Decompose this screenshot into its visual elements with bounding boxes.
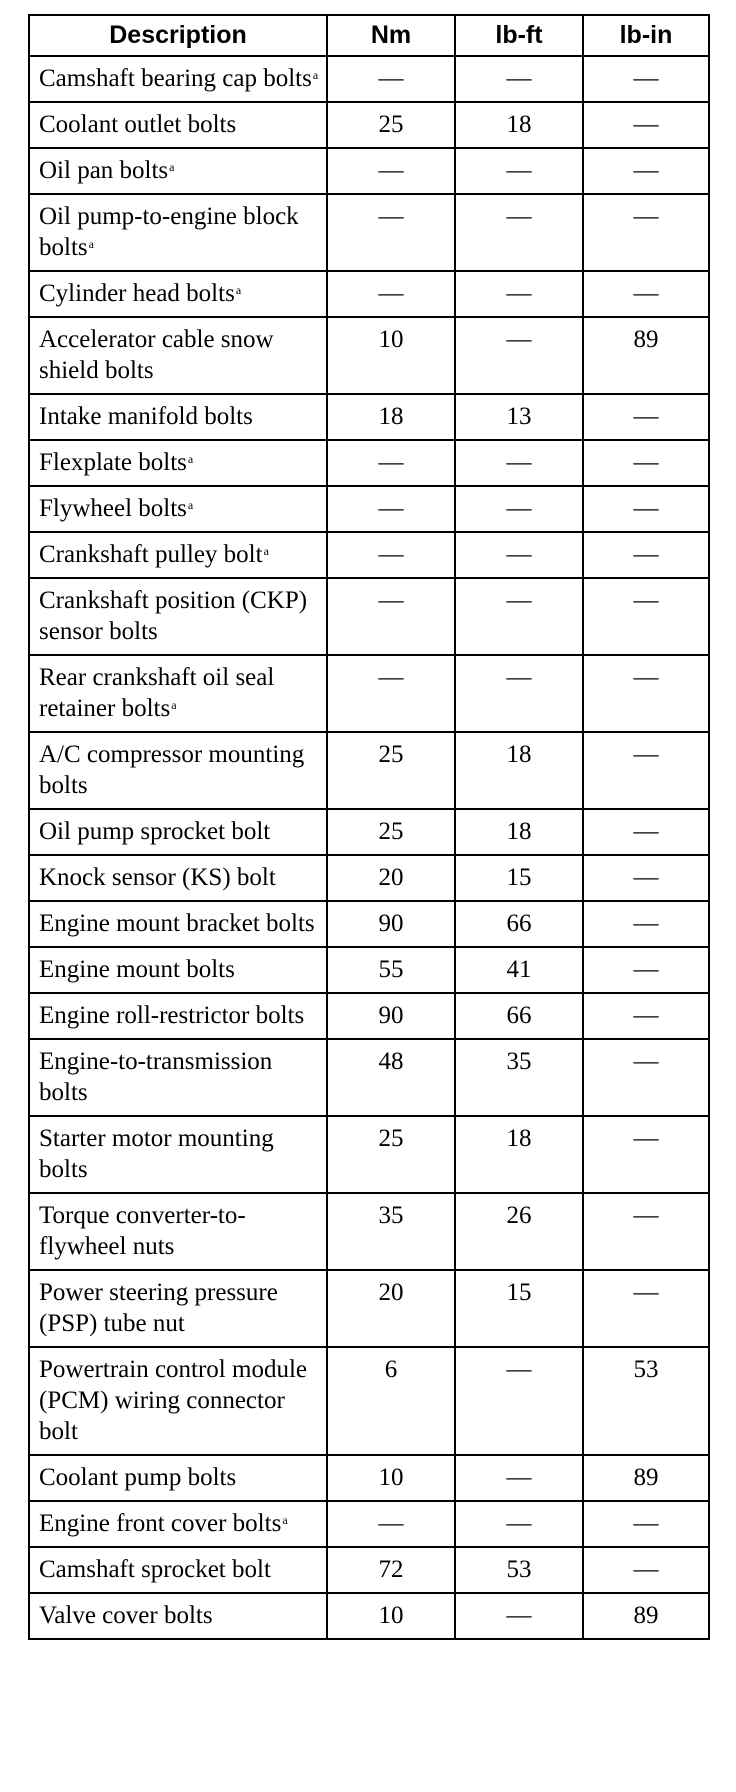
table-row — [29, 317, 709, 394]
nm-value-cell: — — [327, 194, 455, 271]
lb-in-value-cell: — — [583, 1547, 709, 1593]
description-text: Intake manifold bolts — [39, 403, 253, 430]
table-row — [29, 1593, 709, 1639]
lb-in-value-cell: — — [583, 486, 709, 532]
table-row — [29, 1193, 709, 1270]
description-cell — [29, 1547, 327, 1593]
nm-value-cell: 90 — [327, 993, 455, 1039]
lb-ft-value-cell: 18 — [455, 1116, 583, 1193]
description-text: Power steering pressure (PSP) tube nut — [39, 1279, 278, 1337]
description-text: Valve cover bolts — [39, 1602, 213, 1629]
lb-in-value-cell: — — [583, 394, 709, 440]
description-text: Crankshaft pulley bolt — [39, 541, 263, 568]
nm-value-cell: 10 — [327, 1593, 455, 1639]
table-row — [29, 1039, 709, 1116]
footnote-marker: a — [312, 68, 319, 82]
lb-in-value-cell: — — [583, 148, 709, 194]
description-cell — [29, 1116, 327, 1193]
description-text: Oil pump-to-engine block bolts — [39, 203, 299, 261]
table-header-row — [29, 15, 709, 56]
lb-ft-value-cell: — — [455, 56, 583, 102]
lb-in-value-cell: 89 — [583, 1455, 709, 1501]
description-cell — [29, 317, 327, 394]
lb-in-value-cell: — — [583, 901, 709, 947]
nm-value-cell: 20 — [327, 1270, 455, 1347]
nm-value-cell: 10 — [327, 317, 455, 394]
lb-in-value-cell: — — [583, 578, 709, 655]
description-text: Engine-to-transmission bolts — [39, 1048, 273, 1106]
lb-in-value-cell: — — [583, 102, 709, 148]
nm-value-cell: 25 — [327, 102, 455, 148]
lb-ft-value-cell: — — [455, 271, 583, 317]
table-row — [29, 993, 709, 1039]
lb-ft-value-cell: — — [455, 1593, 583, 1639]
nm-value-cell: — — [327, 486, 455, 532]
description-cell — [29, 947, 327, 993]
lb-ft-value-cell: — — [455, 1347, 583, 1455]
table-row — [29, 532, 709, 578]
table-body — [29, 56, 709, 1639]
description-text: Camshaft bearing cap bolts — [39, 65, 312, 92]
nm-value-cell: 25 — [327, 732, 455, 809]
description-text: Engine mount bracket bolts — [39, 910, 315, 937]
description-text: Flywheel bolts — [39, 495, 187, 522]
description-text: Cylinder head bolts — [39, 280, 235, 307]
torque-spec-table — [28, 14, 710, 1640]
lb-in-value-cell: — — [583, 855, 709, 901]
description-cell — [29, 1501, 327, 1547]
table-row — [29, 855, 709, 901]
nm-value-cell: 35 — [327, 1193, 455, 1270]
description-cell — [29, 1039, 327, 1116]
footnote-marker: a — [282, 1513, 288, 1527]
description-text: Torque converter-to-flywheel nuts — [39, 1202, 246, 1260]
nm-value-cell: 10 — [327, 1455, 455, 1501]
lb-in-value-cell: — — [583, 1116, 709, 1193]
description-cell — [29, 855, 327, 901]
nm-value-cell: 6 — [327, 1347, 455, 1455]
lb-in-value-cell: — — [583, 1193, 709, 1270]
column-header-description: Description — [29, 15, 327, 56]
lb-in-value-cell: — — [583, 1039, 709, 1116]
description-text: Flexplate bolts — [39, 449, 187, 476]
table-row — [29, 947, 709, 993]
lb-ft-value-cell: 53 — [455, 1547, 583, 1593]
lb-in-value-cell: — — [583, 655, 709, 732]
description-cell — [29, 1347, 327, 1455]
description-cell — [29, 1455, 327, 1501]
lb-in-value-cell: — — [583, 194, 709, 271]
footnote-marker: a — [235, 283, 242, 297]
table-row — [29, 440, 709, 486]
nm-value-cell: 72 — [327, 1547, 455, 1593]
description-text: Engine mount bolts — [39, 956, 235, 983]
description-cell — [29, 148, 327, 194]
table-row — [29, 732, 709, 809]
column-header-lb-in: lb-in — [583, 15, 709, 56]
footnote-marker: a — [263, 544, 269, 558]
lb-ft-value-cell: 18 — [455, 732, 583, 809]
lb-ft-value-cell: 15 — [455, 1270, 583, 1347]
column-header-lb-ft: lb-ft — [455, 15, 583, 56]
table-row — [29, 655, 709, 732]
table-row — [29, 1547, 709, 1593]
nm-value-cell: — — [327, 271, 455, 317]
table-row — [29, 394, 709, 440]
description-text: Engine front cover bolts — [39, 1510, 282, 1537]
nm-value-cell: — — [327, 440, 455, 486]
table-row — [29, 1455, 709, 1501]
description-text: Rear crankshaft oil seal retainer bolts — [39, 664, 275, 722]
table-row — [29, 901, 709, 947]
description-cell — [29, 394, 327, 440]
lb-ft-value-cell: 66 — [455, 901, 583, 947]
description-cell — [29, 809, 327, 855]
description-cell — [29, 440, 327, 486]
description-cell — [29, 655, 327, 732]
table-row — [29, 809, 709, 855]
table-row — [29, 486, 709, 532]
footnote-marker: a — [171, 698, 177, 712]
lb-in-value-cell: — — [583, 271, 709, 317]
table-row — [29, 56, 709, 102]
lb-ft-value-cell: — — [455, 1501, 583, 1547]
table-row — [29, 1501, 709, 1547]
nm-value-cell: — — [327, 578, 455, 655]
table-row — [29, 1116, 709, 1193]
lb-ft-value-cell: 26 — [455, 1193, 583, 1270]
lb-in-value-cell: — — [583, 56, 709, 102]
lb-ft-value-cell: — — [455, 578, 583, 655]
description-cell — [29, 56, 327, 102]
description-text: Starter motor mounting bolts — [39, 1125, 274, 1183]
table-row — [29, 194, 709, 271]
lb-ft-value-cell: — — [455, 440, 583, 486]
description-cell — [29, 1193, 327, 1270]
description-text: Oil pan bolts — [39, 157, 169, 184]
lb-ft-value-cell: 13 — [455, 394, 583, 440]
lb-in-value-cell: — — [583, 1501, 709, 1547]
description-cell — [29, 1270, 327, 1347]
nm-value-cell: — — [327, 655, 455, 732]
lb-ft-value-cell: 41 — [455, 947, 583, 993]
description-cell — [29, 578, 327, 655]
lb-in-value-cell: 53 — [583, 1347, 709, 1455]
lb-ft-value-cell: — — [455, 1455, 583, 1501]
column-header-nm: Nm — [327, 15, 455, 56]
description-cell — [29, 993, 327, 1039]
lb-ft-value-cell: — — [455, 532, 583, 578]
footnote-marker: a — [169, 160, 175, 174]
lb-ft-value-cell: 18 — [455, 102, 583, 148]
description-text: Powertrain control module (PCM) wiring connector bolt — [39, 1356, 307, 1445]
lb-ft-value-cell: 18 — [455, 809, 583, 855]
nm-value-cell: 25 — [327, 809, 455, 855]
description-text: Oil pump sprocket bolt — [39, 818, 271, 845]
lb-in-value-cell: — — [583, 947, 709, 993]
description-text: Knock sensor (KS) bolt — [39, 864, 276, 891]
table-row — [29, 1347, 709, 1455]
lb-in-value-cell: — — [583, 732, 709, 809]
table-row — [29, 271, 709, 317]
lb-in-value-cell: 89 — [583, 1593, 709, 1639]
description-text: A/C compressor mounting bolts — [39, 741, 305, 799]
torque-spec-table-wrapper — [28, 14, 708, 1640]
description-text: Camshaft sprocket bolt — [39, 1556, 271, 1583]
lb-ft-value-cell: — — [455, 486, 583, 532]
description-cell — [29, 194, 327, 271]
lb-ft-value-cell: — — [455, 148, 583, 194]
description-cell — [29, 102, 327, 148]
nm-value-cell: 20 — [327, 855, 455, 901]
description-cell — [29, 1593, 327, 1639]
description-text: Accelerator cable snow shield bolts — [39, 326, 274, 384]
lb-in-value-cell: — — [583, 993, 709, 1039]
nm-value-cell: — — [327, 148, 455, 194]
nm-value-cell: 18 — [327, 394, 455, 440]
table-row — [29, 578, 709, 655]
nm-value-cell: 25 — [327, 1116, 455, 1193]
lb-in-value-cell: — — [583, 1270, 709, 1347]
description-text: Coolant outlet bolts — [39, 111, 237, 138]
description-text: Engine roll-restrictor bolts — [39, 1002, 305, 1029]
lb-ft-value-cell: 35 — [455, 1039, 583, 1116]
nm-value-cell: 55 — [327, 947, 455, 993]
lb-in-value-cell: 89 — [583, 317, 709, 394]
lb-ft-value-cell: — — [455, 655, 583, 732]
footnote-marker: a — [88, 237, 94, 251]
description-cell — [29, 271, 327, 317]
description-text: Coolant pump bolts — [39, 1464, 237, 1491]
table-row — [29, 102, 709, 148]
lb-in-value-cell: — — [583, 532, 709, 578]
table-row — [29, 148, 709, 194]
nm-value-cell: — — [327, 1501, 455, 1547]
lb-in-value-cell: — — [583, 440, 709, 486]
description-cell — [29, 732, 327, 809]
footnote-marker: a — [187, 452, 194, 466]
lb-ft-value-cell: 66 — [455, 993, 583, 1039]
lb-in-value-cell: — — [583, 809, 709, 855]
description-cell — [29, 486, 327, 532]
nm-value-cell: 48 — [327, 1039, 455, 1116]
description-cell — [29, 532, 327, 578]
nm-value-cell: 90 — [327, 901, 455, 947]
footnote-marker: a — [187, 498, 194, 512]
lb-ft-value-cell: — — [455, 194, 583, 271]
nm-value-cell: — — [327, 532, 455, 578]
nm-value-cell: — — [327, 56, 455, 102]
description-cell — [29, 901, 327, 947]
lb-ft-value-cell: 15 — [455, 855, 583, 901]
table-row — [29, 1270, 709, 1347]
description-text: Crankshaft position (CKP) sensor bolts — [39, 587, 308, 645]
lb-ft-value-cell: — — [455, 317, 583, 394]
